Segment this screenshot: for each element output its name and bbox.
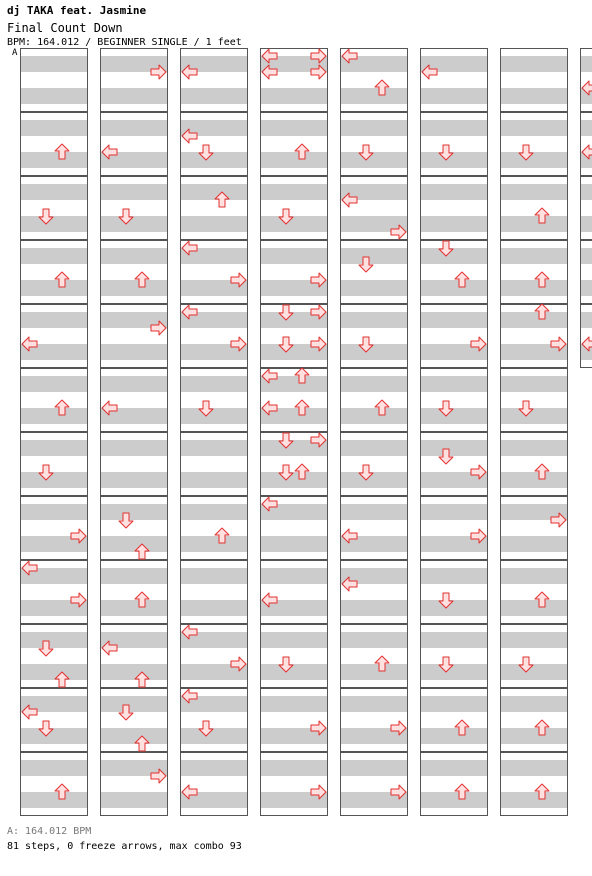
chart-info: BPM: 164.012 / BEGINNER SINGLE / 1 feet	[7, 37, 242, 48]
beat-stripe	[580, 280, 592, 296]
measure	[580, 112, 592, 176]
measure	[500, 48, 568, 112]
beat-stripe	[580, 312, 592, 328]
beat-stripe	[260, 696, 328, 712]
beat-stripe	[260, 216, 328, 232]
measure	[180, 112, 248, 176]
measure	[340, 688, 408, 752]
beat-stripe	[340, 440, 408, 456]
beat-stripe	[20, 408, 88, 424]
beat-stripe	[100, 568, 168, 584]
beat-stripe	[180, 600, 248, 616]
measure	[100, 304, 168, 368]
beat-stripe	[20, 632, 88, 648]
beat-stripe	[20, 216, 88, 232]
beat-stripe	[100, 280, 168, 296]
artist-name: dj TAKA feat. Jasmine	[7, 4, 147, 17]
beat-stripe	[420, 568, 488, 584]
beat-stripe	[100, 88, 168, 104]
beat-stripe	[340, 120, 408, 136]
beat-stripe	[100, 792, 168, 808]
beat-stripe	[20, 504, 88, 520]
beat-stripe	[340, 600, 408, 616]
measure	[500, 560, 568, 624]
beat-stripe	[420, 184, 488, 200]
measure	[420, 176, 488, 240]
beat-stripe	[180, 376, 248, 392]
beat-stripe	[500, 120, 568, 136]
beat-stripe	[500, 216, 568, 232]
measure	[340, 496, 408, 560]
beat-stripe	[420, 216, 488, 232]
beat-stripe	[100, 344, 168, 360]
beat-stripe	[20, 248, 88, 264]
beat-stripe	[20, 792, 88, 808]
beat-stripe	[20, 280, 88, 296]
beat-stripe	[20, 664, 88, 680]
beat-stripe	[100, 728, 168, 744]
beat-stripe	[100, 216, 168, 232]
beat-stripe	[100, 472, 168, 488]
beat-stripe	[20, 88, 88, 104]
beat-stripe	[500, 280, 568, 296]
measure	[580, 240, 592, 304]
measure	[500, 496, 568, 560]
beat-stripe	[500, 184, 568, 200]
beat-stripe	[420, 88, 488, 104]
beat-stripe	[100, 120, 168, 136]
measure	[340, 304, 408, 368]
beat-stripe	[20, 440, 88, 456]
beat-stripe	[580, 56, 592, 72]
beat-stripe	[420, 312, 488, 328]
beat-stripe	[500, 696, 568, 712]
beat-stripe	[100, 696, 168, 712]
beat-stripe	[180, 568, 248, 584]
measure	[420, 304, 488, 368]
beat-stripe	[420, 408, 488, 424]
song-title: Final Count Down	[7, 21, 123, 35]
measure	[100, 368, 168, 432]
beat-stripe	[500, 568, 568, 584]
beat-stripe	[260, 664, 328, 680]
beat-stripe	[20, 120, 88, 136]
measure	[20, 304, 88, 368]
beat-stripe	[420, 632, 488, 648]
measure	[20, 48, 88, 112]
beat-stripe	[20, 472, 88, 488]
beat-stripe	[340, 376, 408, 392]
measure	[500, 432, 568, 496]
beat-stripe	[500, 632, 568, 648]
beat-stripe	[20, 56, 88, 72]
measure	[100, 432, 168, 496]
measure	[20, 432, 88, 496]
beat-stripe	[180, 536, 248, 552]
beat-stripe	[340, 88, 408, 104]
measure	[20, 688, 88, 752]
measure	[420, 112, 488, 176]
beat-stripe	[500, 728, 568, 744]
beat-stripe	[500, 56, 568, 72]
beat-stripe	[340, 248, 408, 264]
beat-stripe	[500, 440, 568, 456]
measure	[420, 560, 488, 624]
beat-stripe	[180, 408, 248, 424]
beat-stripe	[500, 664, 568, 680]
beat-stripe	[100, 600, 168, 616]
measure	[580, 176, 592, 240]
measure	[500, 368, 568, 432]
beat-stripe	[100, 504, 168, 520]
measure	[20, 112, 88, 176]
measure	[20, 240, 88, 304]
measure	[100, 240, 168, 304]
beat-stripe	[180, 504, 248, 520]
beat-stripe	[420, 152, 488, 168]
measure	[340, 240, 408, 304]
beat-stripe	[500, 472, 568, 488]
beat-stripe	[100, 664, 168, 680]
beat-stripe	[180, 760, 248, 776]
beat-stripe	[500, 248, 568, 264]
beat-stripe	[340, 664, 408, 680]
beat-stripe	[340, 760, 408, 776]
beat-stripe	[260, 632, 328, 648]
measure	[20, 624, 88, 688]
beat-stripe	[420, 376, 488, 392]
measure	[420, 48, 488, 112]
measure	[500, 624, 568, 688]
beat-stripe	[580, 120, 592, 136]
beat-stripe	[20, 184, 88, 200]
beat-stripe	[100, 536, 168, 552]
beat-stripe	[100, 184, 168, 200]
beat-stripe	[420, 440, 488, 456]
measure	[260, 624, 328, 688]
beat-stripe	[500, 408, 568, 424]
measure	[20, 752, 88, 816]
beat-stripe	[20, 152, 88, 168]
measure	[420, 688, 488, 752]
beat-stripe	[20, 376, 88, 392]
beat-stripe	[180, 472, 248, 488]
beat-stripe	[180, 184, 248, 200]
beat-stripe	[260, 472, 328, 488]
measure	[100, 752, 168, 816]
measure	[580, 48, 592, 112]
beat-stripe	[180, 152, 248, 168]
measure	[260, 176, 328, 240]
beat-stripe	[20, 312, 88, 328]
beat-stripe	[340, 472, 408, 488]
measure	[340, 624, 408, 688]
beat-stripe	[500, 600, 568, 616]
measure	[340, 432, 408, 496]
measure	[500, 112, 568, 176]
beat-stripe	[100, 248, 168, 264]
measure	[100, 624, 168, 688]
measure	[580, 304, 592, 368]
measure	[180, 752, 248, 816]
measure	[420, 432, 488, 496]
beat-stripe	[500, 536, 568, 552]
measure	[180, 176, 248, 240]
beat-stripe	[420, 504, 488, 520]
beat-stripe	[260, 568, 328, 584]
measure	[100, 48, 168, 112]
beat-stripe	[340, 344, 408, 360]
beat-stripe	[260, 152, 328, 168]
beat-stripe	[20, 728, 88, 744]
measure	[420, 368, 488, 432]
measure	[260, 688, 328, 752]
beat-stripe	[340, 152, 408, 168]
beat-stripe	[260, 120, 328, 136]
measure	[100, 688, 168, 752]
measure	[420, 240, 488, 304]
beat-stripe	[260, 88, 328, 104]
beat-stripe	[420, 696, 488, 712]
measure	[100, 496, 168, 560]
measure	[180, 432, 248, 496]
measure	[100, 176, 168, 240]
beat-stripe	[340, 280, 408, 296]
measure	[340, 112, 408, 176]
beat-stripe	[180, 88, 248, 104]
beat-stripe	[580, 248, 592, 264]
beat-stripe	[340, 408, 408, 424]
beat-stripe	[100, 440, 168, 456]
measure	[500, 752, 568, 816]
beat-stripe	[20, 760, 88, 776]
beat-stripe	[180, 440, 248, 456]
measure	[500, 688, 568, 752]
beat-stripe	[420, 728, 488, 744]
beat-stripe	[500, 792, 568, 808]
beat-stripe	[260, 248, 328, 264]
measure	[500, 240, 568, 304]
measure	[20, 176, 88, 240]
measure	[500, 304, 568, 368]
beat-stripe	[500, 88, 568, 104]
measure	[260, 560, 328, 624]
chart-stats: 81 steps, 0 freeze arrows, max combo 93	[7, 841, 242, 852]
beat-stripe	[500, 152, 568, 168]
measure	[100, 560, 168, 624]
beat-stripe	[420, 760, 488, 776]
measure	[500, 176, 568, 240]
beat-stripe	[500, 760, 568, 776]
measure	[260, 752, 328, 816]
beat-stripe	[260, 184, 328, 200]
beat-stripe	[500, 376, 568, 392]
beat-stripe	[340, 312, 408, 328]
beat-stripe	[420, 120, 488, 136]
beat-stripe	[420, 792, 488, 808]
beat-stripe	[180, 216, 248, 232]
measure	[180, 496, 248, 560]
measure	[20, 368, 88, 432]
beat-stripe	[260, 536, 328, 552]
beat-stripe	[420, 664, 488, 680]
beat-stripe	[340, 504, 408, 520]
beat-stripe	[100, 376, 168, 392]
measure	[260, 112, 328, 176]
measure	[340, 368, 408, 432]
measure	[20, 496, 88, 560]
measure	[420, 752, 488, 816]
measure	[420, 496, 488, 560]
measure	[260, 240, 328, 304]
measure	[340, 560, 408, 624]
beat-stripe	[420, 248, 488, 264]
beat-stripe	[340, 632, 408, 648]
measure	[100, 112, 168, 176]
beat-stripe	[500, 312, 568, 328]
beat-stripe	[420, 280, 488, 296]
beat-stripe	[580, 216, 592, 232]
measure	[180, 560, 248, 624]
bpm-legend: A: 164.012 BPM	[7, 826, 92, 837]
bpm-marker-label: A	[12, 48, 18, 58]
beat-stripe	[420, 600, 488, 616]
measure	[180, 368, 248, 432]
beat-stripe	[180, 728, 248, 744]
beat-stripe	[340, 696, 408, 712]
measure	[420, 624, 488, 688]
measure	[340, 752, 408, 816]
measure	[180, 48, 248, 112]
beat-stripe	[260, 760, 328, 776]
beat-stripe	[580, 184, 592, 200]
